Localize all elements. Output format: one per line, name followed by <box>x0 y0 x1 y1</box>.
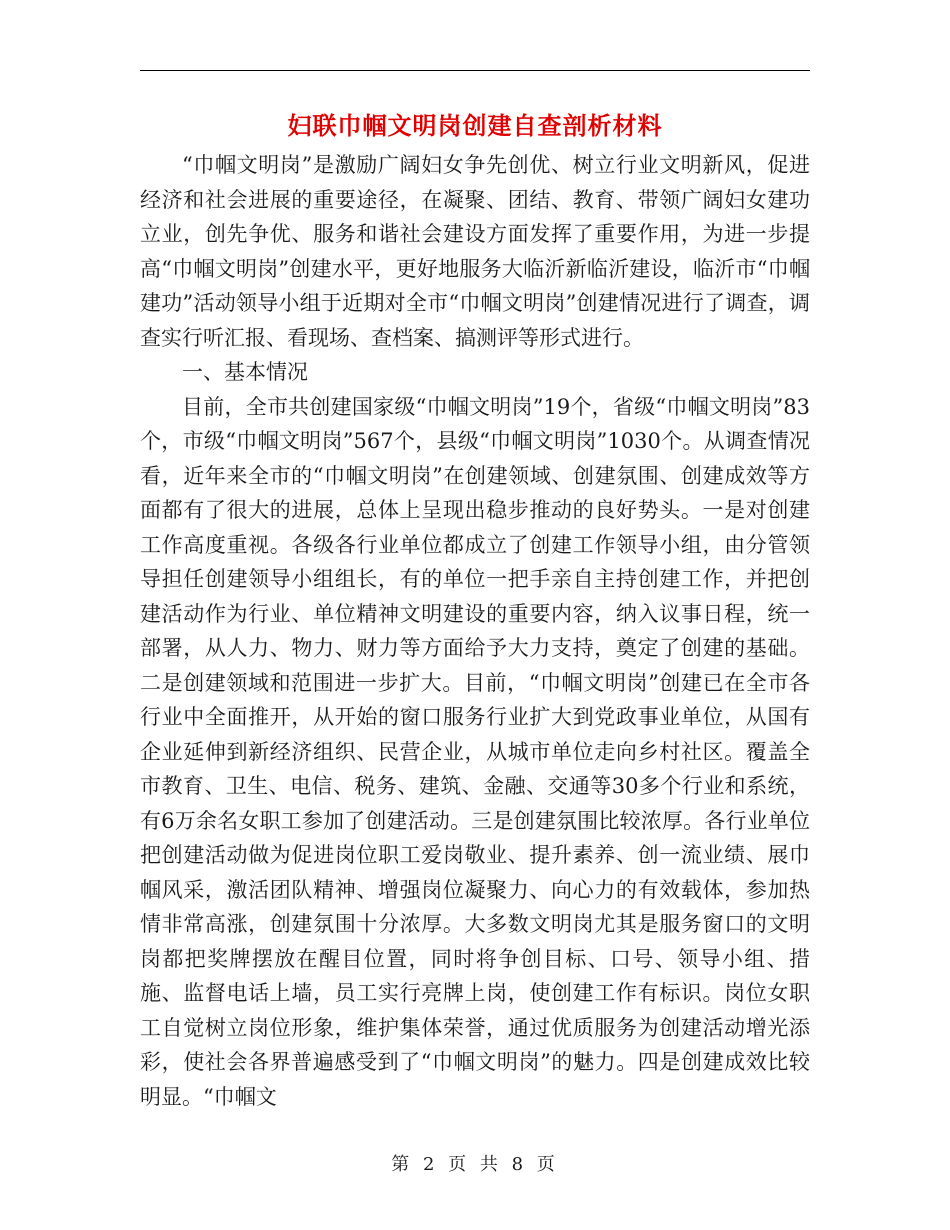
header-rule <box>140 70 810 71</box>
document-body <box>140 148 810 1114</box>
body-paragraph: 目前，全市共创建国家级“巾帼文明岗”19个，省级“巾帼文明岗”83个，市级“巾帼文明岗”567个，县级“巾帼文明岗”1030个。从调查情况看，近年来全市的“巾帼文明岗”在创建领域、创建氛围、创建成效等方面都有了很大的进展，总体上呈现出稳步推动的良好势头。一是对创建工作高度重视。各级各行业单位都成立了创建工作领导小组，由分管领导担任创建领导小组组长，有的单位一把手亲自主持创建工作，并把创建活动作为行业、单位精神文明建设的重要内容，纳入议事日程，统一部署，从人力、物力、财力等方面给予大力支持，奠定了创建的基础。二是创建领域和范围进一步扩大。目前，“巾帼文明岗”创建已在全市各行业中全面推开，从开始的窗口服务行业扩大到党政事业单位，从国有企业延伸到新经济组织、民营企业，从城市单位走向乡村社区。覆盖全市教育、卫生、电信、税务、建筑、金融、交通等30多个行业和系统，有6万余名女职工参加了创建活动。三是创建氛围比较浓厚。各行业单位把创建活动做为促进岗位职工爱岗敬业、提升素养、创一流业绩、展巾帼风采，激活团队精神、增强岗位凝聚力、向心力的有效载体，参加热情非常高涨，创建氛围十分浓厚。大多数文明岗尤其是服务窗口的文明岗都把奖牌摆放在醒目位置，同时将争创目标、口号、领导小组、措施、监督电话上墙，员工实行亮牌上岗，使创建工作有标识。岗位女职工自觉树立岗位形象，维护集体荣誉，通过优质服务为创建活动增光添彩，使社会各界普遍感受到了“巾帼文明岗”的魅力。四是创建成效比较明显。“巾帼文 <box>140 394 810 1109</box>
page-number: 第 2 页 共 8 页 <box>391 1154 559 1175</box>
document-title: 妇联巾帼文明岗创建自查剖析材料 <box>287 111 663 140</box>
intro-paragraph: “巾帼文明岗”是激励广阔妇女争先创优、树立行业文明新风，促进经济和社会进展的重要途径，在凝聚、团结、教育、带领广阔妇女建功立业，创先争优、服务和谐社会建设方面发挥了重要作用，为进一步提高“巾帼文明岗”创建水平，更好地服务大临沂新临沂建设，临沂市“巾帼建功”活动领导小组于近期对全市“巾帼文明岗”创建情况进行了调查，调查实行听汇报、看现场、查档案、搞测评等形式进行。 <box>140 153 810 350</box>
section-heading: 一、基本情况 <box>182 360 308 384</box>
